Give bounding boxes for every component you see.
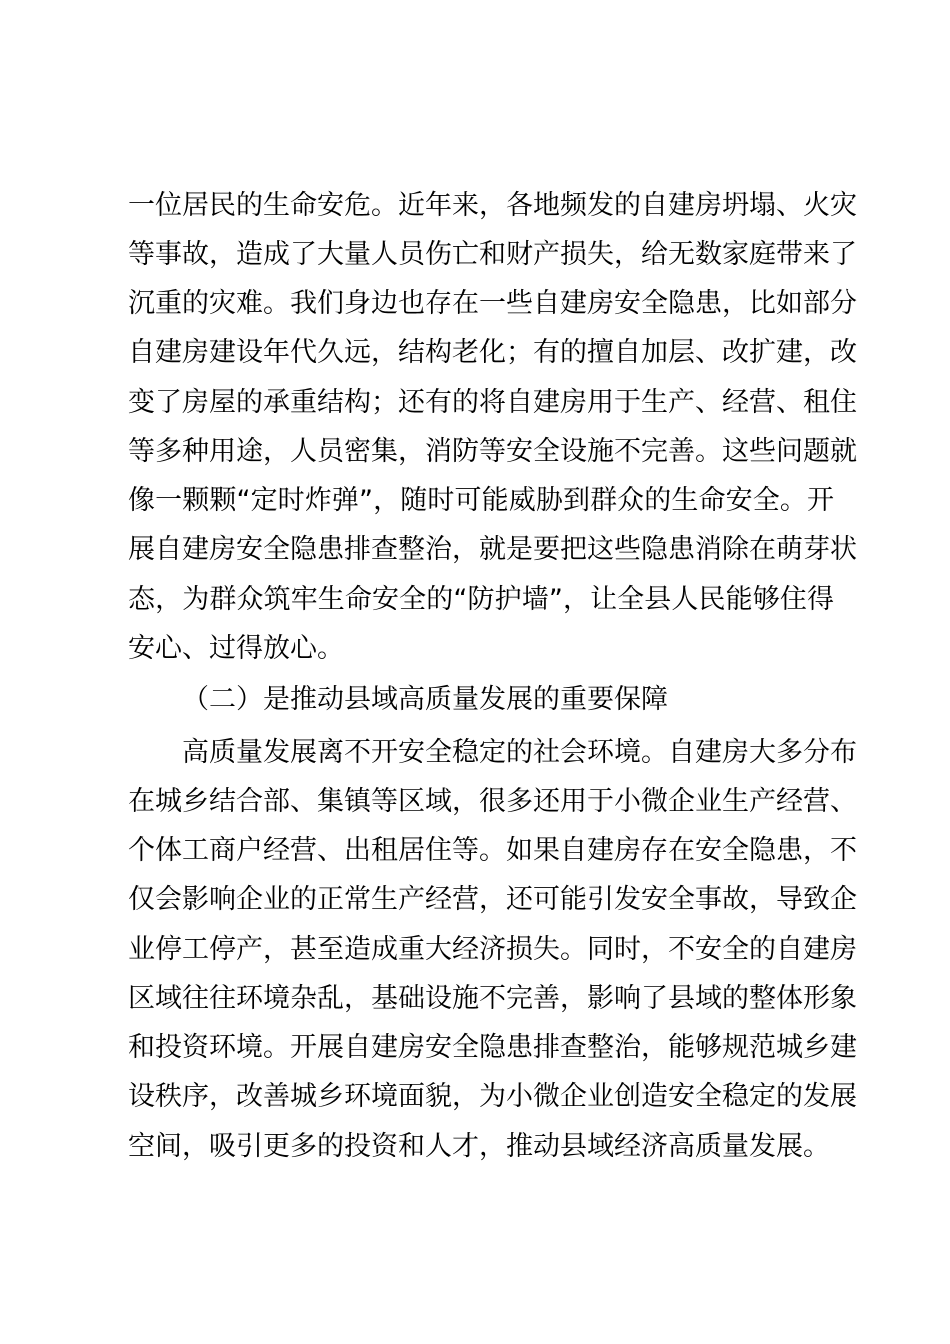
text-line: 展自建房安全隐患排查整治，就是要把这些隐患消除在萌芽状 bbox=[128, 534, 857, 565]
text-line: 空间，吸引更多的投资和人才，推动县域经济高质量发展。 bbox=[128, 1131, 830, 1162]
text-line: 安心、过得放心。 bbox=[128, 633, 344, 664]
text-line: 等事故，造成了大量人员伤亡和财产损失，给无数家庭带来了 bbox=[128, 239, 857, 270]
text-line: 业停工停产，甚至造成重大经济损失。同时，不安全的自建房 bbox=[128, 934, 857, 965]
text-line: 区域往往环境杂乱，基础设施不完善，影响了县域的整体形象 bbox=[128, 983, 857, 1014]
text-line: 等多种用途，人员密集，消防等安全设施不完善。这些问题就 bbox=[128, 436, 857, 467]
text-line: 像一颗颗“定时炸弹”，随时可能威胁到群众的生命安全。开 bbox=[128, 485, 834, 516]
text-line: 仅会影响企业的正常生产经营，还可能引发安全事故，导致企 bbox=[128, 884, 857, 915]
text-line: 自建房建设年代久远，结构老化；有的擅自加层、改扩建，改 bbox=[128, 337, 857, 368]
text-line: 一位居民的生命安危。近年来，各地频发的自建房坍塌、火灾 bbox=[128, 190, 857, 221]
text-line: 和投资环境。开展自建房安全隐患排查整治，能够规范城乡建 bbox=[128, 1032, 857, 1063]
text-line: 变了房屋的承重结构；还有的将自建房用于生产、经营、租住 bbox=[128, 387, 857, 418]
text-line: 个体工商户经营、出租居住等。如果自建房存在安全隐患，不 bbox=[128, 835, 857, 866]
text-line: 沉重的灾难。我们身边也存在一些自建房安全隐患，比如部分 bbox=[128, 288, 857, 319]
text-line: 设秩序，改善城乡环境面貌，为小微企业创造安全稳定的发展 bbox=[128, 1081, 857, 1112]
text-line: 态，为群众筑牢生命安全的“防护墙”，让全县人民能够住得 bbox=[128, 584, 834, 615]
text-line: 高质量发展离不开安全稳定的社会环境。自建房大多分布 bbox=[182, 737, 857, 768]
text-line: 在城乡结合部、集镇等区域，很多还用于小微企业生产经营、 bbox=[128, 786, 857, 817]
section-heading: （二）是推动县域高质量发展的重要保障 bbox=[182, 684, 668, 715]
